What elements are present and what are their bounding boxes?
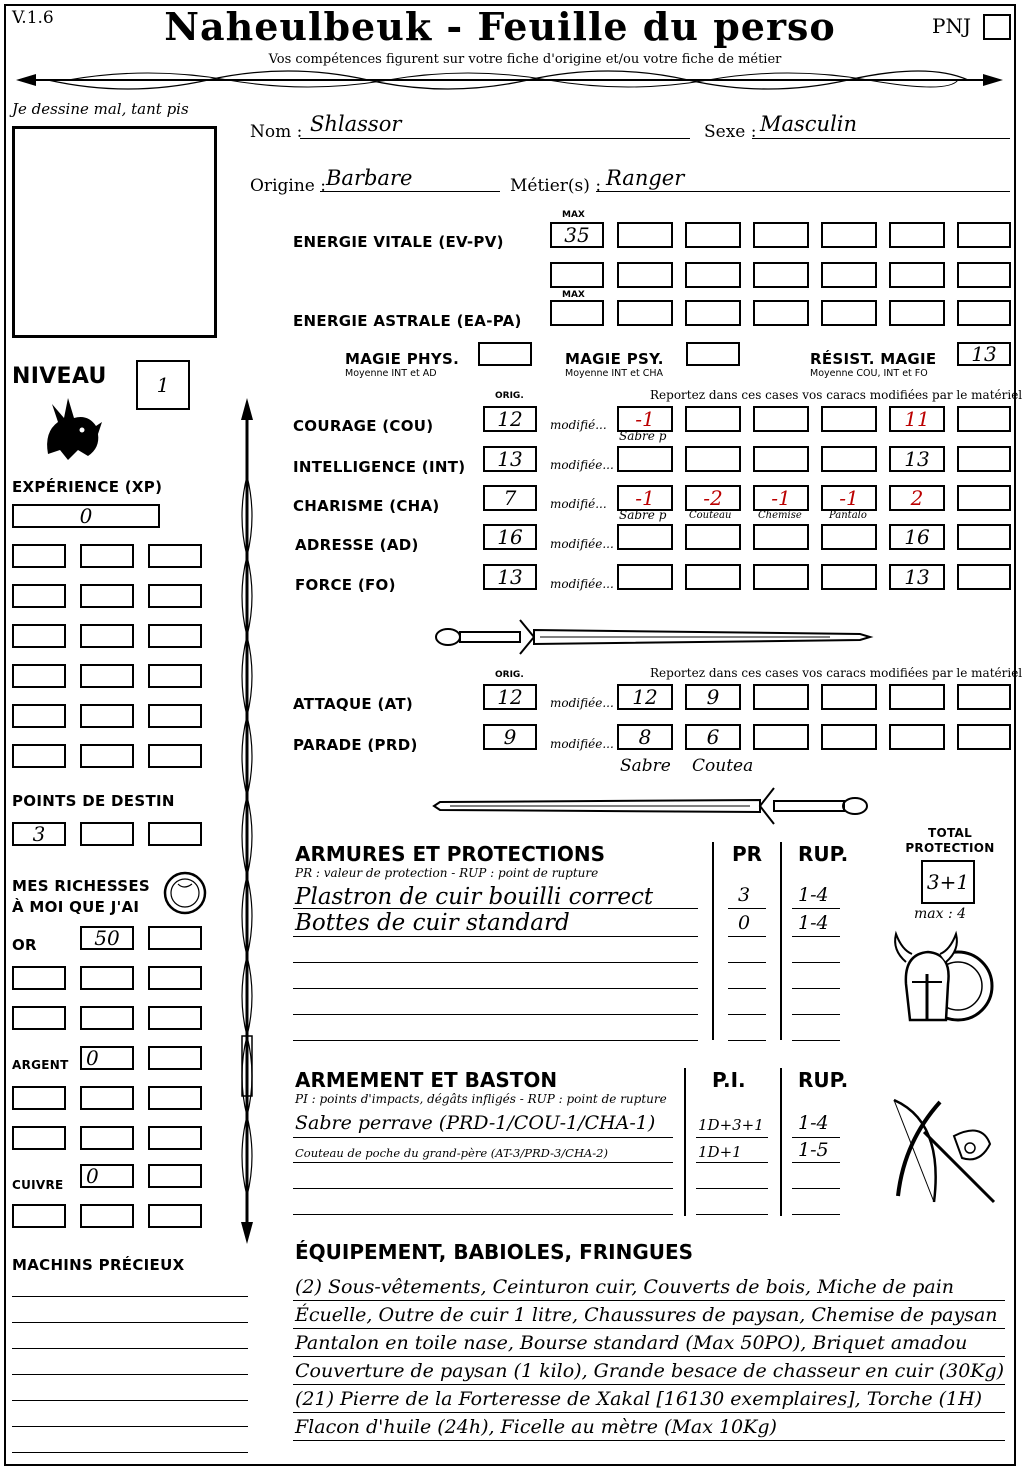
carac-mod-box[interactable]	[957, 446, 1011, 472]
xp-box[interactable]	[12, 624, 66, 648]
combat-orig-label: ORIG.	[495, 670, 524, 680]
armement-title: ARMEMENT ET BASTON	[295, 1068, 558, 1092]
carac-mod-box[interactable]	[685, 485, 741, 511]
machins-line[interactable]	[12, 1296, 248, 1297]
carac-mod-box[interactable]	[821, 524, 877, 550]
destin-box[interactable]	[80, 822, 134, 846]
equipement-line[interactable]: Écuelle, Outre de cuir 1 litre, Chaussures de paysan, Chemise de paysan	[295, 1304, 998, 1326]
carac-mod-box[interactable]	[889, 406, 945, 432]
carac-orig-value: 16	[497, 525, 523, 549]
metier-label: Métier(s) :	[510, 176, 602, 196]
machins-line[interactable]	[12, 1400, 248, 1401]
xp-box[interactable]	[148, 624, 202, 648]
carac-mod-value: 16	[904, 525, 930, 549]
helmet-shield-icon	[888, 928, 998, 1038]
total-protection-label: TOTAL PROTECTION	[905, 826, 995, 855]
argent-box[interactable]	[80, 1086, 134, 1110]
equipement-title: ÉQUIPEMENT, BABIOLES, FRINGUES	[295, 1240, 694, 1264]
arme-rup-line	[792, 1162, 840, 1163]
nom-label: Nom :	[250, 122, 303, 142]
argent-value: 0	[86, 1046, 99, 1070]
carac-mod-value: -1	[635, 486, 655, 510]
xp-box[interactable]	[80, 544, 134, 568]
argent-box[interactable]	[80, 1126, 134, 1150]
destin-value: 3	[32, 822, 46, 846]
magie-phys-value	[480, 344, 530, 364]
richesses-label: MES RICHESSES	[12, 877, 151, 895]
carac-orig-value: 7	[503, 486, 517, 510]
carac-mod-note: Pantalo	[829, 510, 867, 521]
portrait-caption: Je dessine mal, tant pis	[12, 100, 189, 118]
carac-mod-box[interactable]	[821, 406, 877, 432]
resist-magie-label: RÉSIST. MAGIE	[810, 350, 937, 368]
ea-max-value	[552, 302, 602, 324]
ea-label: ENERGIE ASTRALE (EA-PA)	[293, 312, 522, 330]
destin-label: POINTS DE DESTIN	[12, 792, 175, 810]
combat-mod-box[interactable]	[685, 724, 741, 750]
carac-orig-box[interactable]	[483, 406, 537, 432]
armure-pr-line	[728, 908, 766, 909]
or-box[interactable]	[80, 926, 134, 950]
cuivre-box[interactable]	[12, 1204, 66, 1228]
combat-label: ATTAQUE (AT)	[293, 695, 414, 713]
xp-box[interactable]	[148, 544, 202, 568]
nom-value[interactable]: Shlassor	[310, 112, 402, 136]
ev-box[interactable]	[685, 262, 741, 288]
resist-magie-box[interactable]	[957, 342, 1011, 366]
armure-pr[interactable]: 3	[738, 884, 751, 906]
machins-line[interactable]	[12, 1348, 248, 1349]
ev-max-box[interactable]	[550, 222, 604, 248]
equipement-rule	[293, 1384, 1005, 1385]
combat-modified-label: modifiée...	[550, 737, 614, 751]
carac-mod-box[interactable]	[753, 406, 809, 432]
equipement-line[interactable]: (21) Pierre de la Forteresse de Xakal [16130 exemplaires], Torche (1H)	[295, 1388, 983, 1410]
combat-mod-box[interactable]	[957, 684, 1011, 710]
equipement-line[interactable]: Couverture de paysan (1 kilo), Grande besace de chasseur en cuir (30Kg)	[295, 1360, 1005, 1382]
combat-mod-box[interactable]	[753, 684, 809, 710]
carac-modified-label: modifiée...	[550, 577, 614, 591]
armure-pr-line[interactable]	[728, 1014, 766, 1015]
arme-line	[293, 1162, 673, 1163]
combat-orig-value: 9	[503, 725, 517, 749]
arme-pi[interactable]: 1D+1	[698, 1143, 742, 1161]
niveau-label: NIVEAU	[12, 364, 107, 389]
equipement-line[interactable]: Flacon d'huile (24h), Ficelle au mètre (Max 10Kg)	[295, 1416, 777, 1438]
niveau-value: 1	[156, 373, 170, 397]
carac-mod-box[interactable]	[821, 564, 877, 590]
carac-mod-box[interactable]	[617, 524, 673, 550]
armure-rup-line[interactable]	[792, 962, 840, 963]
report-note: Reportez dans ces cases vos caracs modifiées par le matériel	[650, 388, 1023, 402]
vine-divider-icon	[8, 64, 1013, 104]
carac-mod-box[interactable]	[889, 564, 945, 590]
arme-rup-line[interactable]	[792, 1188, 840, 1189]
metier-value[interactable]: Ranger	[606, 166, 685, 190]
total-protection-box[interactable]	[921, 860, 975, 904]
portrait-box[interactable]	[12, 126, 217, 338]
xp-box[interactable]	[80, 664, 134, 688]
carac-modified-label: modifié...	[550, 418, 607, 432]
carac-mod-box[interactable]	[957, 406, 1011, 432]
argent-box[interactable]	[148, 1046, 202, 1070]
xp-box[interactable]	[12, 704, 66, 728]
carac-label: INTELLIGENCE (INT)	[293, 458, 466, 476]
xp-box[interactable]	[80, 624, 134, 648]
ev-box[interactable]	[821, 222, 877, 248]
origine-value[interactable]: Barbare	[326, 166, 413, 190]
armure-line[interactable]	[293, 1040, 698, 1041]
combat-label: PARADE (PRD)	[293, 736, 418, 754]
ev-box[interactable]	[550, 262, 604, 288]
carac-mod-value: -1	[771, 486, 791, 510]
ev-box[interactable]	[889, 262, 945, 288]
carac-mod-box[interactable]	[685, 564, 741, 590]
carac-mod-value: 11	[904, 407, 930, 431]
armement-note: PI : points d'impacts, dégâts infligés - RUP : point de rupture	[295, 1092, 667, 1106]
ev-box[interactable]	[617, 262, 673, 288]
machins-label: MACHINS PRÉCIEUX	[12, 1256, 185, 1274]
cuivre-value: 0	[86, 1164, 99, 1188]
armure-pr[interactable]: 0	[738, 912, 751, 934]
armures-col-pr: PR	[732, 842, 763, 866]
carac-label: FORCE (FO)	[295, 576, 396, 594]
ea-box[interactable]	[957, 300, 1011, 326]
xp-box[interactable]	[148, 704, 202, 728]
combat-col-note: Coutea	[692, 756, 754, 776]
combat-mod-value: 6	[706, 725, 720, 749]
armure-rup-line	[792, 936, 840, 937]
xp-box[interactable]	[12, 744, 66, 768]
combat-mod-box[interactable]	[889, 724, 945, 750]
total-protection-value: 3+1	[926, 870, 970, 894]
weapons-icon	[884, 1092, 1004, 1216]
armures-divider	[780, 842, 782, 1040]
xp-box[interactable]	[148, 584, 202, 608]
dragon-icon	[38, 392, 106, 464]
sword-icon	[430, 784, 875, 830]
or-value: 50	[94, 926, 120, 950]
armure-pr-line	[728, 936, 766, 937]
arme-pi-line[interactable]	[696, 1214, 768, 1215]
sexe-value[interactable]: Masculin	[760, 112, 858, 136]
ev-box[interactable]	[957, 262, 1011, 288]
machins-line[interactable]	[12, 1322, 248, 1323]
combat-orig-box[interactable]	[483, 684, 537, 710]
ev-box[interactable]	[753, 222, 809, 248]
ev-box[interactable]	[957, 222, 1011, 248]
equipement-rule	[293, 1412, 1005, 1413]
armure-line[interactable]	[293, 1014, 698, 1015]
armure-rup-line[interactable]	[792, 988, 840, 989]
carac-mod-box[interactable]	[821, 485, 877, 511]
cuivre-box[interactable]	[148, 1204, 202, 1228]
armure-line	[293, 908, 698, 909]
arme-line[interactable]	[293, 1188, 673, 1189]
combat-report-note: Reportez dans ces cases vos caracs modifiées par le matériel	[650, 666, 1023, 680]
carac-mod-box[interactable]	[685, 406, 741, 432]
carac-mod-box[interactable]	[685, 524, 741, 550]
xp-value: 0	[79, 504, 93, 528]
metier-line	[596, 191, 1010, 192]
carac-mod-note: Sabre p	[619, 429, 667, 443]
carac-mod-box[interactable]	[889, 485, 945, 511]
armure-pr-line[interactable]	[728, 1040, 766, 1041]
argent-box[interactable]	[80, 1046, 134, 1070]
carac-orig-box[interactable]	[483, 485, 537, 511]
machins-line[interactable]	[12, 1452, 248, 1453]
xp-label: EXPÉRIENCE (XP)	[12, 478, 163, 496]
arme-name[interactable]: Couteau de poche du grand-père (AT-3/PRD-3/CHA-2)	[295, 1146, 608, 1160]
ev-label: ENERGIE VITALE (EV-PV)	[293, 233, 504, 251]
argent-box[interactable]	[148, 1126, 202, 1150]
resist-magie-value: 13	[971, 342, 997, 366]
armures-col-rup: RUP.	[798, 842, 849, 866]
carac-mod-note: Couteau	[689, 510, 732, 521]
combat-orig-value: 12	[497, 685, 523, 709]
arme-name[interactable]: Sabre perrave (PRD-1/COU-1/CHA-1)	[295, 1112, 656, 1134]
carac-mod-note: Chemise	[758, 510, 802, 521]
equipement-line[interactable]: (2) Sous-vêtements, Ceinturon cuir, Couverts de bois, Miche de pain	[295, 1276, 955, 1298]
sexe-line	[752, 138, 1010, 139]
equipement-rule	[293, 1328, 1005, 1329]
destin-box[interactable]	[148, 822, 202, 846]
carac-mod-box[interactable]	[957, 564, 1011, 590]
origine-label: Origine :	[250, 176, 326, 196]
magie-psy-box[interactable]	[686, 342, 740, 366]
carac-modified-label: modifiée...	[550, 458, 614, 472]
equipement-rule	[293, 1440, 1005, 1441]
ev-box[interactable]	[617, 222, 673, 248]
carac-mod-box[interactable]	[957, 485, 1011, 511]
carac-label: ADRESSE (AD)	[295, 536, 419, 554]
ev-box[interactable]	[889, 222, 945, 248]
ev-box[interactable]	[753, 262, 809, 288]
argent-box[interactable]	[12, 1086, 66, 1110]
xp-box[interactable]	[148, 664, 202, 688]
richesses-label-2: À MOI QUE J'AI	[12, 898, 140, 916]
ea-box[interactable]	[753, 300, 809, 326]
carac-orig-box[interactable]	[483, 524, 537, 550]
armures-title: ARMURES ET PROTECTIONS	[295, 842, 605, 866]
cuivre-box[interactable]	[148, 1164, 202, 1188]
ea-box[interactable]	[685, 300, 741, 326]
ea-box[interactable]	[617, 300, 673, 326]
carac-orig-value: 13	[497, 447, 523, 471]
xp-box[interactable]	[80, 744, 134, 768]
combat-mod-box[interactable]	[685, 684, 741, 710]
ev-max-label: MAX	[562, 210, 585, 220]
ev-max-value: 35	[564, 223, 590, 247]
coin-icon	[162, 870, 208, 916]
carac-label: CHARISME (CHA)	[293, 497, 440, 515]
magie-psy-note: Moyenne INT et CHA	[565, 368, 663, 379]
xp-box[interactable]	[12, 584, 66, 608]
ea-box[interactable]	[889, 300, 945, 326]
carac-mod-box[interactable]	[753, 564, 809, 590]
armure-line[interactable]	[293, 988, 698, 989]
max-protection-note: max : 4	[914, 906, 967, 922]
or-box[interactable]	[80, 966, 134, 990]
arme-rup[interactable]: 1-5	[798, 1139, 829, 1161]
armure-name[interactable]: Bottes de cuir standard	[295, 910, 570, 936]
carac-mod-value: 2	[910, 486, 924, 510]
niveau-box[interactable]	[136, 360, 190, 410]
arme-rup[interactable]: 1-4	[798, 1112, 829, 1134]
or-box[interactable]	[148, 1006, 202, 1030]
equipement-rule	[293, 1300, 1005, 1301]
combat-orig-box[interactable]	[483, 724, 537, 750]
origine-line	[320, 191, 500, 192]
resist-magie-note: Moyenne COU, INT et FO	[810, 368, 928, 379]
machins-line[interactable]	[12, 1374, 248, 1375]
carac-mod-box[interactable]	[889, 524, 945, 550]
armement-col-pi: P.I.	[712, 1068, 746, 1092]
xp-box[interactable]	[12, 504, 160, 528]
carac-mod-box[interactable]	[617, 446, 673, 472]
combat-mod-box[interactable]	[617, 684, 673, 710]
armement-divider	[684, 1068, 686, 1216]
xp-box[interactable]	[12, 544, 66, 568]
armure-rup[interactable]: 1-4	[798, 912, 829, 934]
armure-rup-line[interactable]	[792, 1014, 840, 1015]
argent-box[interactable]	[148, 1086, 202, 1110]
carac-mod-box[interactable]	[685, 446, 741, 472]
argent-label: ARGENT	[12, 1058, 69, 1072]
or-box[interactable]	[12, 1006, 66, 1030]
armure-pr-line[interactable]	[728, 962, 766, 963]
magie-psy-label: MAGIE PSY.	[565, 350, 664, 368]
or-label: OR	[12, 936, 37, 954]
armures-note: PR : valeur de protection - RUP : point de rupture	[295, 866, 599, 880]
carac-orig-value: 12	[497, 407, 523, 431]
carac-mod-value: 13	[904, 447, 930, 471]
equipement-line[interactable]: Pantalon en toile nase, Bourse standard (Max 50PO), Briquet amadou	[295, 1332, 968, 1354]
ev-box[interactable]	[821, 262, 877, 288]
spear-icon	[232, 396, 262, 1246]
pnj-label: PNJ	[932, 14, 971, 38]
carac-mod-box[interactable]	[821, 446, 877, 472]
carac-orig-value: 13	[497, 565, 523, 589]
combat-mod-box[interactable]	[957, 724, 1011, 750]
carac-mod-value: -1	[635, 407, 655, 431]
carac-mod-value: -2	[703, 486, 723, 510]
carac-mod-box[interactable]	[617, 564, 673, 590]
magie-psy-value	[688, 344, 738, 364]
xp-box[interactable]	[12, 664, 66, 688]
cuivre-box[interactable]	[80, 1204, 134, 1228]
armure-rup-line	[792, 908, 840, 909]
arme-rup-line	[792, 1137, 840, 1138]
magie-phys-note: Moyenne INT et AD	[345, 368, 437, 379]
arme-pi-line[interactable]	[696, 1188, 768, 1189]
carac-mod-value: -1	[839, 486, 859, 510]
or-box[interactable]	[12, 966, 66, 990]
combat-mod-value: 9	[706, 685, 720, 709]
combat-mod-box[interactable]	[753, 724, 809, 750]
carac-mod-value: 13	[904, 565, 930, 589]
carac-modified-label: modifié...	[550, 497, 607, 511]
carac-orig-box[interactable]	[483, 564, 537, 590]
carac-mod-box[interactable]	[753, 524, 809, 550]
armure-line	[293, 936, 698, 937]
combat-mod-value: 12	[632, 685, 658, 709]
combat-mod-box[interactable]	[617, 724, 673, 750]
nom-line	[300, 138, 690, 139]
xp-box[interactable]	[80, 584, 134, 608]
arme-line[interactable]	[293, 1214, 673, 1215]
arme-line	[293, 1137, 673, 1138]
carac-orig-box[interactable]	[483, 446, 537, 472]
carac-modified-label: modifiée...	[550, 537, 614, 551]
armures-divider	[712, 842, 714, 1040]
machins-line[interactable]	[12, 1426, 248, 1427]
carac-mod-box[interactable]	[753, 446, 809, 472]
arme-rup-line[interactable]	[792, 1214, 840, 1215]
page-title: Naheulbeuk - Feuille du perso	[164, 4, 836, 49]
or-box[interactable]	[148, 966, 202, 990]
or-box[interactable]	[80, 1006, 134, 1030]
or-box[interactable]	[148, 926, 202, 950]
ea-box[interactable]	[821, 300, 877, 326]
ev-box[interactable]	[685, 222, 741, 248]
orig-label: ORIG.	[495, 391, 524, 401]
carac-label: COURAGE (COU)	[293, 417, 434, 435]
arme-pi-line	[696, 1162, 768, 1163]
combat-mod-value: 8	[638, 725, 652, 749]
equipement-rule	[293, 1356, 1005, 1357]
carac-mod-box[interactable]	[957, 524, 1011, 550]
magie-phys-label: MAGIE PHYS.	[345, 350, 460, 368]
armure-line[interactable]	[293, 962, 698, 963]
version-label: V.1.6	[12, 8, 54, 28]
combat-col-note: Sabre	[620, 756, 671, 776]
carac-mod-box[interactable]	[753, 485, 809, 511]
arme-pi-line	[696, 1137, 768, 1138]
armement-divider	[780, 1068, 782, 1216]
arme-pi[interactable]: 1D+3+1	[698, 1116, 764, 1134]
argent-box[interactable]	[12, 1126, 66, 1150]
ea-max-box[interactable]	[550, 300, 604, 326]
armure-pr-line[interactable]	[728, 988, 766, 989]
pnj-checkbox[interactable]	[983, 14, 1011, 40]
armement-col-rup: RUP.	[798, 1068, 849, 1092]
xp-box[interactable]	[148, 744, 202, 768]
combat-mod-box[interactable]	[821, 724, 877, 750]
combat-mod-box[interactable]	[821, 684, 877, 710]
carac-mod-box[interactable]	[889, 446, 945, 472]
destin-box[interactable]	[12, 822, 66, 846]
carac-mod-note: Sabre p	[619, 508, 667, 522]
armure-rup-line[interactable]	[792, 1040, 840, 1041]
armure-rup[interactable]: 1-4	[798, 884, 829, 906]
ea-max-label: MAX	[562, 290, 585, 300]
magie-phys-box[interactable]	[478, 342, 532, 366]
xp-box[interactable]	[80, 704, 134, 728]
sexe-label: Sexe :	[704, 122, 757, 142]
cuivre-box[interactable]	[80, 1164, 134, 1188]
combat-modified-label: modifiée...	[550, 696, 614, 710]
armure-name[interactable]: Plastron de cuir bouilli correct	[295, 884, 654, 910]
combat-mod-box[interactable]	[889, 684, 945, 710]
sword-icon	[430, 612, 875, 662]
page-subtitle: Vos compétences figurent sur votre fiche d'origine et/ou votre fiche de métier	[268, 52, 782, 67]
cuivre-label: CUIVRE	[12, 1178, 64, 1192]
